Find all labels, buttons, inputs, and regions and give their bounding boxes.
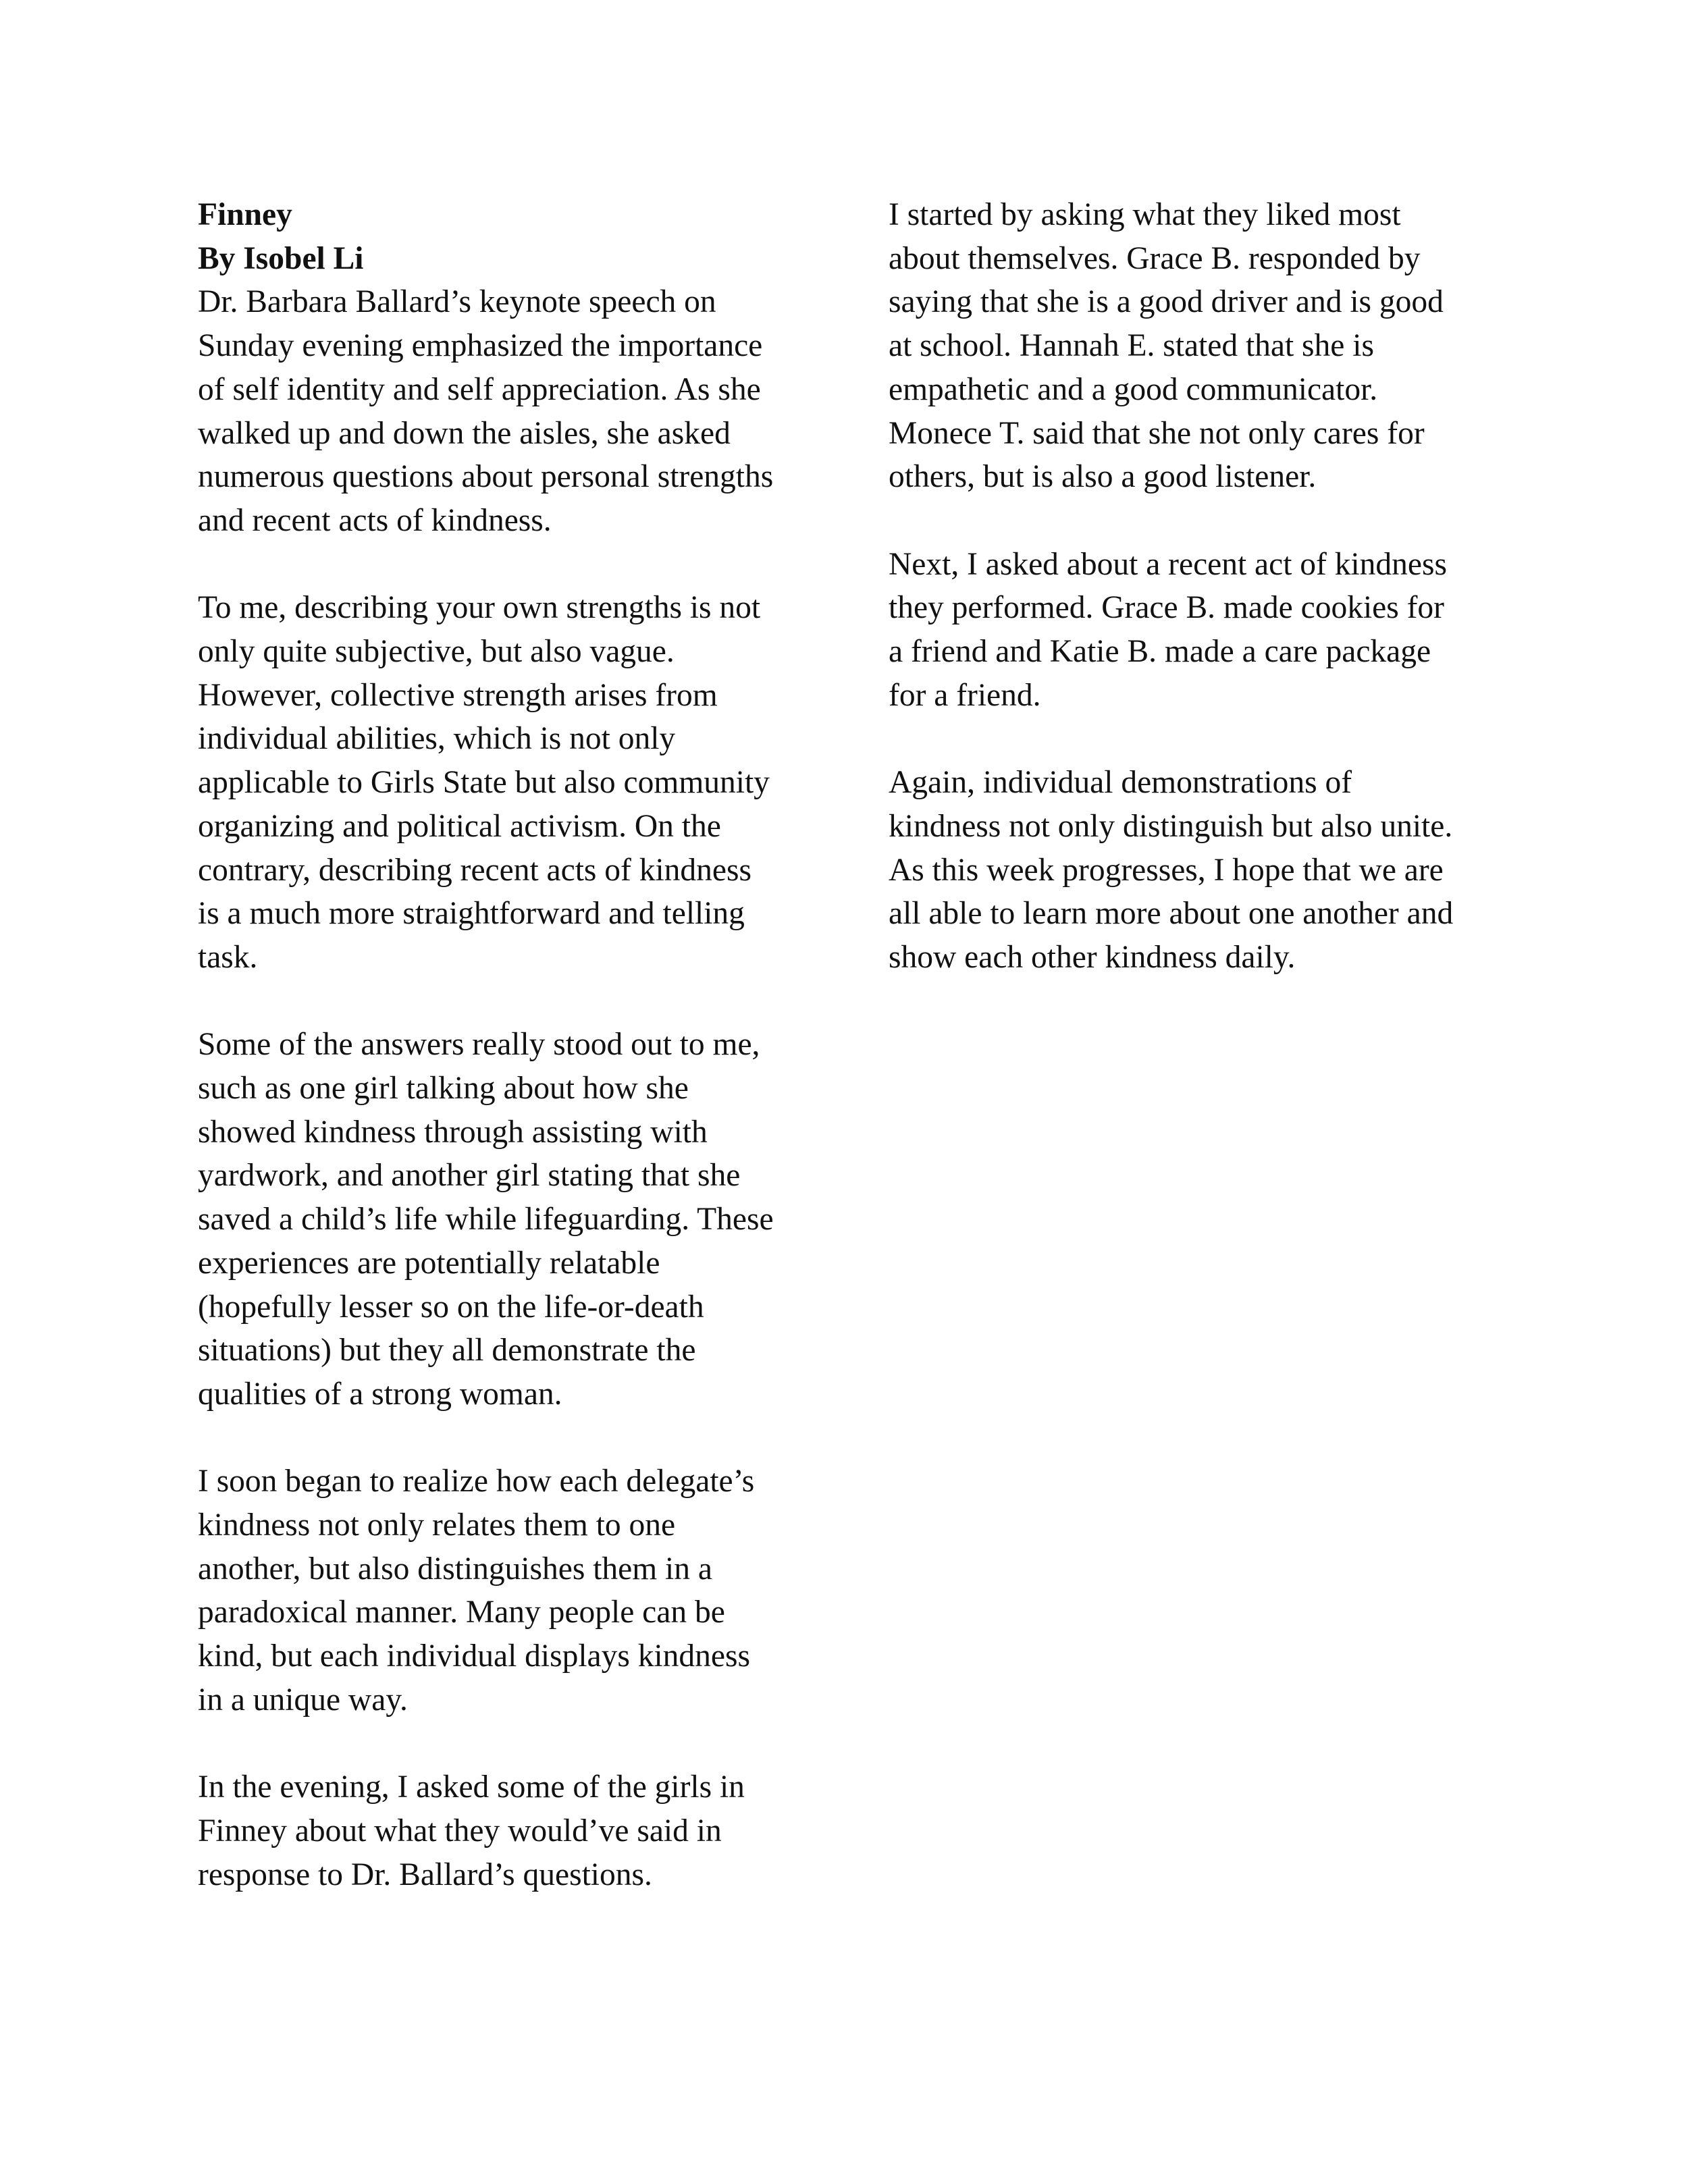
text-line: Finney about what they would’ve said in xyxy=(198,1813,722,1848)
right-column xyxy=(889,193,1496,980)
text-line: I started by asking what they liked most xyxy=(889,197,1401,232)
text-line: To me, describing your own strengths is not xyxy=(198,590,761,626)
text-line: yardwork, and another girl stating that she xyxy=(198,1158,741,1194)
text-line: others, but is also a good listener. xyxy=(889,459,1317,495)
text-line: numerous questions about personal strengths xyxy=(198,459,774,495)
text-line: organizing and political activism. On the xyxy=(198,808,721,844)
text-line: However, collective strength arises from xyxy=(198,677,718,713)
text-line: Again, individual demonstrations of xyxy=(889,765,1352,801)
text-line: show each other kindness daily. xyxy=(889,939,1296,975)
paragraph xyxy=(889,543,1496,718)
text-line: in a unique way. xyxy=(198,1682,408,1717)
text-line: another, but also distinguishes them in a xyxy=(198,1551,712,1587)
text-line: a friend and Katie B. made a care package xyxy=(889,634,1431,670)
text-line: response to Dr. Ballard’s questions. xyxy=(198,1857,652,1892)
text-line: empathetic and a good communicator. xyxy=(889,371,1378,407)
text-line: about themselves. Grace B. responded by xyxy=(889,240,1421,276)
text-line: contrary, describing recent acts of kindness xyxy=(198,852,751,888)
text-line: walked up and down the aisles, she asked xyxy=(198,415,731,451)
text-line: showed kindness through assisting with xyxy=(198,1114,708,1150)
text-line: paradoxical manner. Many people can be xyxy=(198,1595,725,1630)
paragraph xyxy=(889,193,1496,499)
text-line: they performed. Grace B. made cookies for xyxy=(889,590,1444,626)
paragraph-gap xyxy=(198,543,806,587)
text-line: Dr. Barbara Ballard’s keynote speech on xyxy=(198,284,716,320)
section-title: Finney xyxy=(198,197,292,232)
text-line: saying that she is a good driver and is good xyxy=(889,284,1444,320)
text-line: Next, I asked about a recent act of kindness xyxy=(889,546,1447,582)
text-line: individual abilities, which is not only xyxy=(198,721,676,757)
text-line: As this week progresses, I hope that we are xyxy=(889,852,1444,888)
byline: By Isobel Li xyxy=(198,240,364,276)
text-line: such as one girl talking about how she xyxy=(198,1071,689,1107)
text-line: for a friend. xyxy=(889,677,1041,713)
paragraph xyxy=(198,280,806,542)
paragraph-gap xyxy=(889,499,1496,543)
paragraph xyxy=(198,586,806,979)
text-line: and recent acts of kindness. xyxy=(198,502,552,538)
left-column xyxy=(198,193,806,1896)
text-line: only quite subjective, but also vague. xyxy=(198,634,675,670)
text-line: kind, but each individual displays kindness xyxy=(198,1639,750,1674)
text-line: task. xyxy=(198,939,258,975)
text-line: saved a child’s life while lifeguarding. These xyxy=(198,1202,774,1237)
paragraph-gap xyxy=(198,980,806,1023)
text-line: Sunday evening emphasized the importance xyxy=(198,328,763,364)
text-line: kindness not only distinguish but also unite. xyxy=(889,808,1453,844)
text-line: qualities of a strong woman. xyxy=(198,1376,562,1412)
paragraph-gap xyxy=(198,1722,806,1766)
text-line: In the evening, I asked some of the girls in xyxy=(198,1769,745,1805)
paragraph xyxy=(198,1460,806,1722)
text-line: experiences are potentially relatable xyxy=(198,1245,660,1281)
text-line: kindness not only relates them to one xyxy=(198,1508,676,1543)
text-line: all able to learn more about one another and xyxy=(889,896,1454,932)
text-line: of self identity and self appreciation. As she xyxy=(198,371,761,407)
text-line: Monece T. said that she not only cares for xyxy=(889,415,1425,451)
text-line: at school. Hannah E. stated that she is xyxy=(889,328,1374,364)
paragraph-gap xyxy=(198,1416,806,1460)
paragraph xyxy=(889,761,1496,980)
text-line: is a much more straightforward and telling xyxy=(198,896,745,932)
text-line: (hopefully lesser so on the life-or-death xyxy=(198,1289,704,1325)
text-line: Some of the answers really stood out to me, xyxy=(198,1027,760,1063)
text-line: situations) but they all demonstrate the xyxy=(198,1333,696,1368)
paragraph xyxy=(198,1765,806,1896)
text-line: I soon began to realize how each delegate’s xyxy=(198,1464,755,1499)
text-line: applicable to Girls State but also community xyxy=(198,765,770,801)
paragraph-gap xyxy=(889,717,1496,761)
paragraph xyxy=(198,1023,806,1416)
